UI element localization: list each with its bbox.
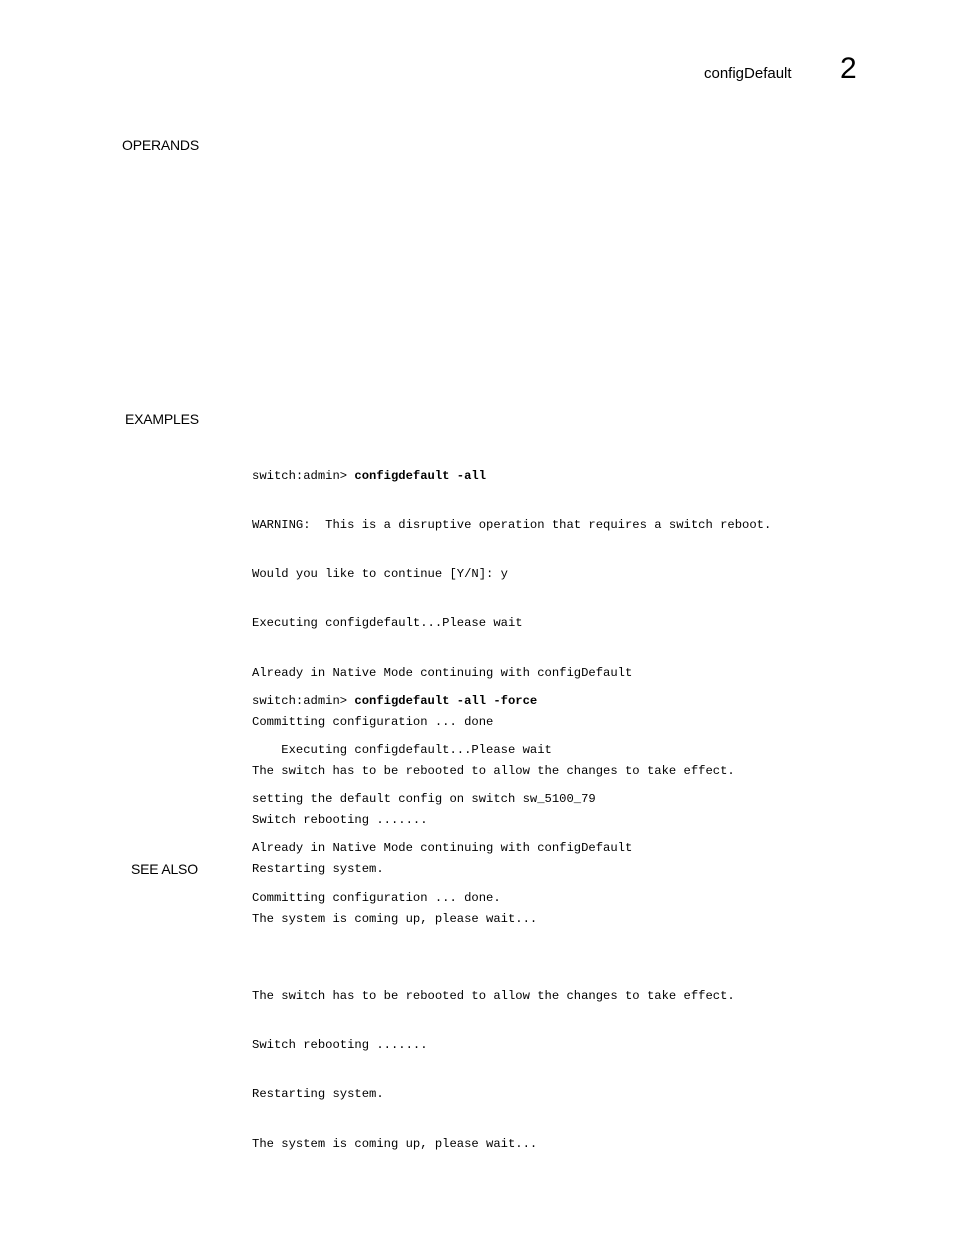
example-2-command: configdefault -all -force — [354, 693, 538, 708]
example-2-output-line: Executing configdefault...Please wait — [252, 743, 552, 758]
example-2-output-line: The switch has to be rebooted to allow the changes to take effect. — [252, 989, 735, 1004]
example-1-output-line: Switch rebooting ....... — [252, 813, 428, 828]
example-1-output-line: Would you like to continue [Y/N]: y — [252, 567, 508, 582]
example-1-output-line: WARNING: This is a disruptive operation that requires a switch reboot. — [252, 518, 772, 533]
example-2-output-line — [252, 939, 735, 955]
example-1-output-line: Committing configuration ... done — [252, 714, 494, 729]
section-heading-see-also: SEE ALSO — [131, 861, 198, 877]
example-1-command: configdefault -all — [354, 468, 487, 483]
example-1-output-line: Restarting system. — [252, 862, 384, 877]
example-2-output-line: Committing configuration ... done. — [252, 890, 501, 905]
example-1-prompt: switch:admin> — [252, 468, 355, 483]
example-1-output-line: Executing configdefault...Please wait — [252, 616, 523, 631]
example-1-output-line: The switch has to be rebooted to allow the changes to take effect. — [252, 764, 735, 779]
example-1-command-line — [252, 468, 771, 484]
example-1-output-line: Already in Native Mode continuing with configDefault — [252, 665, 633, 680]
example-2-output-line: Restarting system. — [252, 1087, 384, 1102]
section-heading-operands: OPERANDS — [122, 137, 199, 153]
example-2-output-line: Switch rebooting ....... — [252, 1038, 428, 1053]
running-header-title: configDefault — [704, 65, 792, 82]
example-2-command-line — [252, 693, 735, 709]
example-1-output-line: The system is coming up, please wait... — [252, 911, 538, 926]
section-heading-examples: EXAMPLES — [125, 411, 199, 427]
chapter-number: 2 — [840, 52, 857, 85]
example-2-output-line: The system is coming up, please wait... — [252, 1136, 538, 1151]
example-2-output-line: Already in Native Mode continuing with configDefault — [252, 841, 633, 856]
example-2-code-block — [252, 660, 735, 1168]
example-2-prompt: switch:admin> — [252, 693, 355, 708]
example-2-output-line: setting the default config on switch sw_5100_79 — [252, 792, 596, 807]
